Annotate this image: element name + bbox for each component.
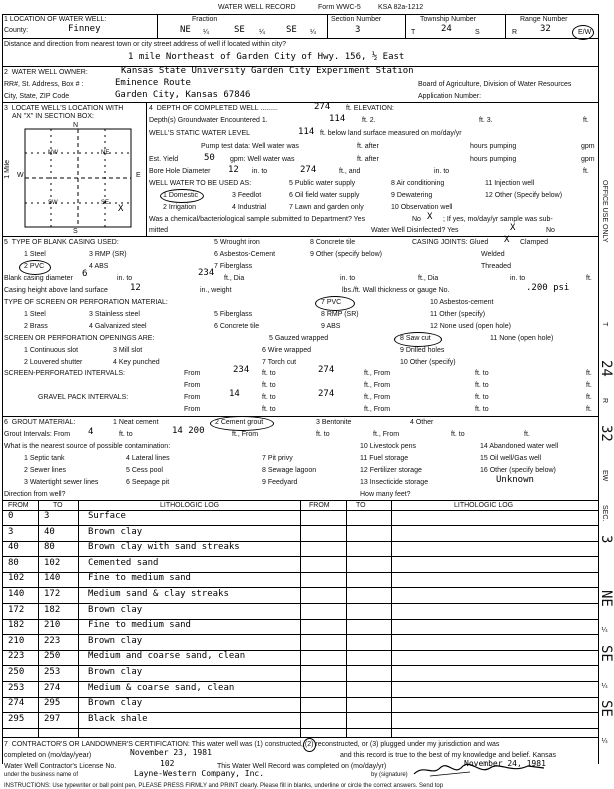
domestic-circle: [160, 189, 204, 203]
fraction-3: SE: [286, 25, 297, 35]
pvc-circle: [19, 260, 51, 275]
gravel-from: 14: [229, 389, 240, 399]
log-from: 223: [8, 651, 25, 662]
casing-diameter: 6: [82, 269, 88, 279]
ew-value: E/W: [578, 29, 592, 36]
log-from: 3: [8, 526, 14, 537]
distance-value: 1 mile Northeast of Garden City of Hwy. 156, ½ East: [128, 52, 405, 62]
license-number: 102: [160, 759, 175, 768]
static-level: 114: [298, 127, 315, 137]
office-use-only: OFFICE USE ONLY: [601, 180, 608, 243]
bore-depth: 274: [300, 165, 317, 175]
log-to: 274: [44, 682, 61, 693]
log-description: Brown clay: [88, 635, 143, 646]
completed-date: November 23, 1981: [130, 748, 212, 757]
log-to: 210: [44, 620, 61, 631]
casing-height: 12: [130, 283, 141, 293]
log-to: 172: [44, 589, 61, 599]
range-value: 32: [540, 24, 551, 34]
cement-grout-circle: [210, 416, 274, 431]
application-label: Application Number:: [418, 93, 482, 100]
log-description: Fine to medium sand: [88, 620, 191, 631]
log-to: 140: [44, 573, 61, 584]
log-to: 253: [44, 667, 61, 677]
city-value: Garden City, Kansas 67846: [115, 90, 251, 100]
section-number: 3: [355, 25, 361, 35]
city-label: City, State, ZIP Code: [4, 93, 70, 100]
address-value: Eminence Route: [115, 78, 191, 88]
log-description: Medium sand & clay streaks: [88, 589, 229, 599]
grout-to: 14 200: [172, 426, 205, 436]
log-description: Medium and coarse sand, clean: [88, 651, 246, 662]
county-label: County:: [4, 27, 29, 34]
log-from: 274: [8, 698, 25, 709]
screen-pvc-circle: [315, 296, 355, 311]
section-box: [24, 128, 132, 228]
grout-from: 4: [88, 427, 94, 437]
range-label: Range Number: [520, 16, 568, 23]
log-to: 102: [44, 557, 61, 568]
log-from: 250: [8, 667, 25, 677]
log-from: 80: [8, 557, 19, 568]
contamination-other: Unknown: [496, 475, 534, 485]
constructed-circle: [303, 738, 316, 752]
section-number-label: Section Number: [331, 16, 382, 23]
log-from: 253: [8, 682, 25, 693]
well-record-form: WATER WELL RECORD Form WWC-5 KSA 82a-1212 1 LOCATION OF WATER WELL: County: Finney Fraction NE ¼ SE ¼ SE ¼ Section Number 3 Township Number T 24 S Range Number R 32 E/W Distance and direction from nearest town or city street address of well if located within city? 1 mile Northeast of Garden City of Hwy. 156, ½ East 2 WATER WELL OWNER: Kansas State University Garden City Experiment Station RR#, St. Address, Box # : Eminence Route Board of Agriculture, Division of Water Resources City, State, ZIP Code Garden City, Kansas 67846 Application Number: 3 LOCATE WELL'S LOCATION WITH AN "X" IN SECTION BOX: N S W E NW NE SW SE X 1 Mile 4 DEPTH OF COMPLETED WELL ......... 274 ft. ELEVATION: Depth(s) Groundwater Encountered 1. 114 ft. 2. ft. 3. ft. WELL'S STATIC WATER LEVEL 114 ft. below land surface measured on mo/day/yr Pump test data: Well water was ft. after hours pumping gpm Est. Yield 50 gpm: Well water was ft. after hours pumping gpm Bore Hole Diameter 12 in. to 274 ft., and in. to ft. WELL WATER TO BE USED AS: 1 Domestic 3 Feedlot 6 Oil field water supply 9 Dewatering 12 Other (Specify below) 2 Irrigation 4 Industrial 7 Lawn and garden only 10 Observation well 5 Public water supply 8 Air conditioning 11 Injection well Was a chemical/bacteriological sample submitted to Department? Yes No X ; If yes, mo/day/yr sample was sub- mitted Water Well Disinfected? Yes X No 5 TYPE OF BLANK CASING USED: 5 Wrought iron 8 Concrete tile CASING JOINTS: Glued X Clamped 1 Steel 3 RMP (SR) 6 Asbestos-Cement 9 Other (specify below) Welded 2 PVC 4 ABS 7 Fiberglass Threaded Blank casing diameter 6 in. to 234 ft., Dia in. to ft., Dia in. to ft. Casing height above land surface 12 in., weight lbs./ft. Wall thickness or gauge No. .200 psi TYPE OF SCREEN OR PERFORATION MATERIAL: 7 PVC 10 Asbestos-cement 1 Steel 3 Stainless steel 5 Fiberglass 8 RMP (SR) 11 Other (specify) 2 Brass 4 Galvanized steel 6 Concrete tile 9 ABS 12 None used (open hole) SCREEN OR PERFORATION OPENINGS ARE: 5 Gauzed wrapped 8 Saw cut 11 None (open hole) 1 Continuous slot 3 Mill slot 6 Wire wrapped 9 Drilled holes 2 Louvered shutter 4 Key punched 7 Torch cut 10 Other (specify) SCREEN-PERFORATED INTERVALS: From 234 ft. to 274 ft., From ft. to ft. From ft. to ft., From ft. to ft. GRAVEL PACK INTERVALS: From 14 ft. to 274 ft., From ft. to ft. From ft. to ft., From ft. to ft. 6 GROUT MATERIAL: 1 Neat cement 2 Cement grout 3 Bentonite 4 Other Grout Intervals: From 4 ft. to 14 200 ft., From ft. to ft., From ft. to ft. What is the nearest source of possible contamination: 10 Livestock pens 14 Abandoned water well 1 Septic tank 4 Lateral lines 7 Pit privy 11 Fuel storage 15 Oil well/Gas well 2 Sewer lines 5 Cess pool 8 Sewage lagoon 12 Fertilizer storage 16 Other (specify below) 3 Watertight sewer lines 6 Seepage pit 9 Feedyard 13 Insecticide storage Unknown Direction from well? How many feet? FROM TO LITHOLOGIC LOG FROM TO LITHOLOGIC LOG 0 3 Surface 3 40 Brown clay 40 80 Brown clay with sand streaks 80 102 Cemented sand 102 140 Fine to medium sand 140 172 Medium sand & clay streaks 172 182 Brown clay 182 210 Fine to medium sand 210 223 Brown clay 223 250 Medium and coarse sand, clean 250 253 Brown clay 253 274 Medium & coarse sand, clean 274 295 Brown clay 295 297 Black shale 7 CONTRACTOR'S OR LANDOWNER'S CERTIFICATION: This water well was (1) constructed, (2) reconstructed, or (3) plugged under my jurisdiction and was completed on (mo/day/year) November 23, 1981 and this record is true to the best of my knowledge and belief. Kansas Water Well Contractor's License No. 102 This Water Well Record was completed on (mo/day/yr) November 24, 1981 under the business name of Layne-Western Company, Inc. by (signature) OFFICE USE ONLY T 24 R 32 EW SEC. 3 NE ¼ SE ¼ SE ¼ INSTRUCTIONS: Use typewriter or ball point pen, PLEASE PRESS FIRMLY and PRINT clearly. Please fill in blanks, underline or circle the correct answers. Send top: [4, 4, 614, 789]
section-x-mark: X: [118, 204, 124, 214]
log-description: Cemented sand: [88, 557, 159, 568]
owner-value: Kansas State University Garden City Experiment Station: [121, 66, 414, 76]
log-description: Brown clay: [88, 526, 143, 537]
log-from: 182: [8, 620, 25, 631]
log-from: 102: [8, 573, 25, 584]
log-from: 210: [8, 635, 25, 646]
perf-from: 234: [233, 365, 250, 375]
log-description: Black shale: [88, 713, 148, 724]
township-value: 24: [441, 24, 452, 34]
form-title: WATER WELL RECORD: [218, 4, 296, 11]
ksa-ref: KSA 82a-1212: [378, 4, 424, 11]
distance-label: Distance and direction from nearest town or city street address of well if located within city?: [4, 41, 287, 48]
locate-label: 3 LOCATE WELL'S LOCATION WITH: [4, 105, 124, 112]
fraction-2: SE: [234, 25, 245, 35]
log-description: Brown clay: [88, 667, 143, 677]
groundwater-1: 114: [329, 114, 346, 124]
log-to: 182: [44, 604, 61, 615]
casing-depth: 234: [198, 268, 215, 278]
log-from: 40: [8, 542, 19, 553]
log-to: 223: [44, 635, 61, 646]
table-row: [2, 681, 598, 682]
log-description: Surface: [88, 511, 126, 521]
business-name: Layne-Western Company, Inc.: [134, 769, 265, 778]
board-label: Board of Agriculture, Division of Water Resources: [418, 81, 572, 88]
log-from: 172: [8, 604, 25, 615]
table-row: [2, 603, 598, 604]
signature: [410, 759, 550, 779]
log-description: Brown clay: [88, 604, 143, 615]
record-date: November 24, 1981: [464, 759, 546, 768]
log-description: Brown clay: [88, 698, 143, 709]
fraction-1: NE: [180, 25, 191, 35]
gravel-to: 274: [318, 389, 335, 399]
yield-value: 50: [204, 153, 215, 163]
log-to: 80: [44, 542, 55, 553]
perf-to: 274: [318, 365, 335, 375]
log-from: 295: [8, 713, 25, 724]
log-description: Fine to medium sand: [88, 573, 191, 584]
log-to: 3: [44, 511, 50, 521]
address-label: RR#, St. Address, Box # :: [4, 81, 84, 88]
depth-value: 274: [314, 102, 331, 112]
log-to: 250: [44, 651, 61, 662]
log-description: Medium & coarse sand, clean: [88, 682, 235, 693]
county-value: Finney: [68, 24, 101, 34]
gauge-value: .200 psi: [526, 283, 570, 293]
log-to: 297: [44, 713, 61, 724]
log-description: Brown clay with sand streaks: [88, 542, 240, 553]
fraction-label: Fraction: [192, 16, 218, 23]
form-number: Form WWC-5: [318, 4, 361, 11]
log-from: 0: [8, 511, 14, 521]
depth-label: 4 DEPTH OF COMPLETED WELL .........: [149, 105, 278, 112]
owner-label: 2 WATER WELL OWNER:: [4, 69, 88, 76]
township-label: Township Number: [420, 16, 477, 23]
bore-diameter: 12: [228, 165, 239, 175]
saw-cut-circle: [394, 332, 442, 347]
log-from: 140: [8, 589, 25, 599]
table-row: [2, 728, 598, 729]
table-row: [2, 525, 598, 526]
log-to: 295: [44, 698, 61, 709]
log-to: 40: [44, 526, 55, 537]
section-1-label: 1 LOCATION OF WATER WELL:: [4, 16, 107, 23]
